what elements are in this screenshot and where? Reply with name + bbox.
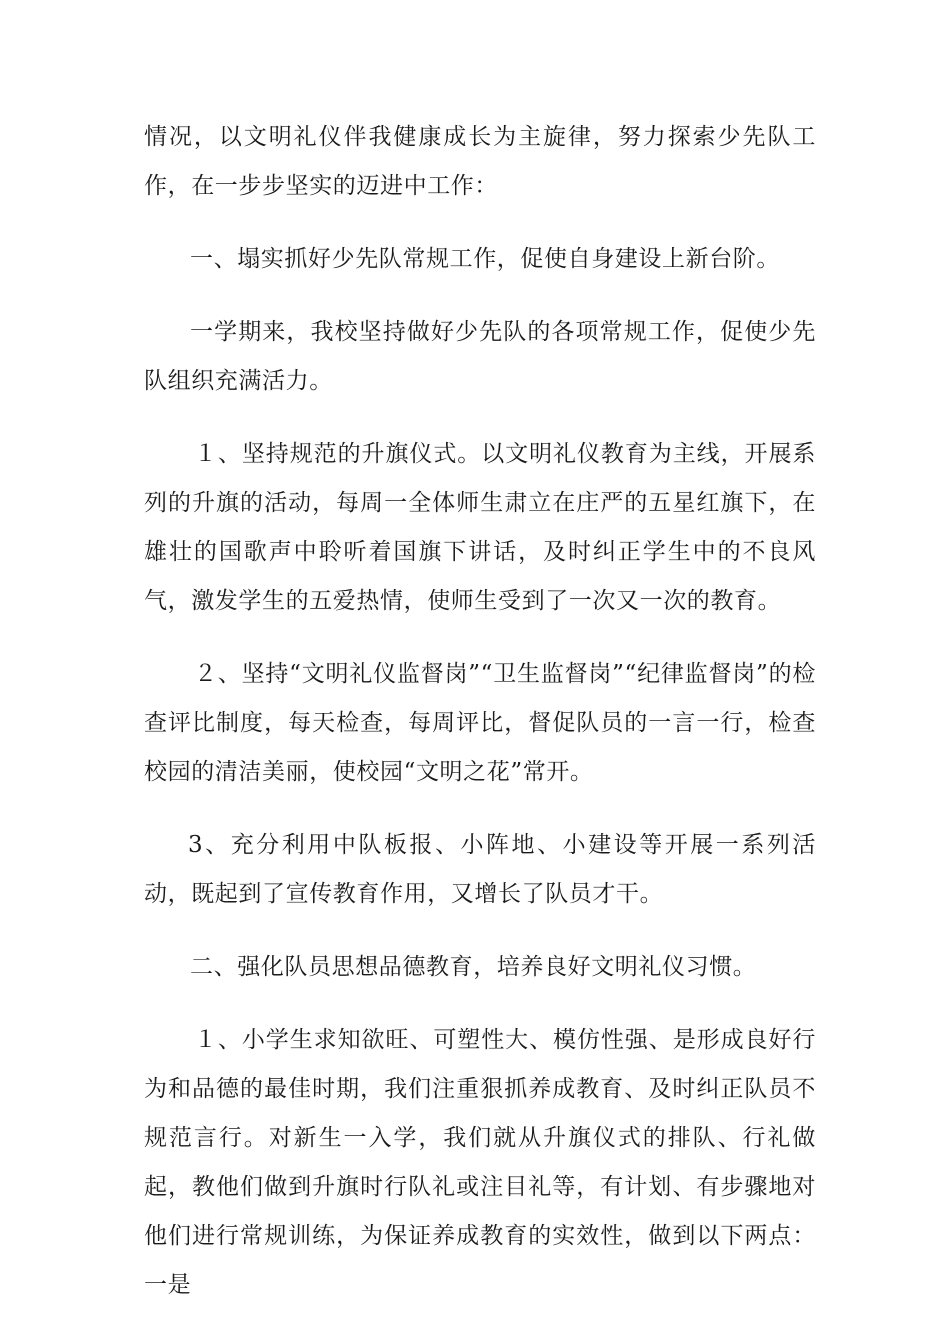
paragraph-item-2-supervision: ２、坚持“文明礼仪监督岗”“卫生监督岗”“纪律监督岗”的检查评比制度，每天检查，每周评比，督促队员的一言一行，检查校园的清洁美丽，使校园“文明之花”常开。 [144, 661, 816, 785]
paragraph-item-1-habits: １、小学生求知欲旺、可塑性大、模仿性强、是形成良好行为和品德的最佳时期，我们注重狠抓养成教育、及时纠正队员不规范言行。对新生一入学，我们就从升旗仪式的排队、行礼做起，教他们做到升旗时行队礼或注目礼等，有计划、有步骤地对他们进行常规训练，为保证养成教育的实效性，做到以下两点：一是 [144, 1027, 816, 1298]
section-heading-1: 一、塌实抓好少先队常规工作，促使自身建设上新台阶。 [190, 246, 780, 272]
paragraph-item-3-activities: 3、充分利用中队板报、小阵地、小建设等开展一系列活动，既起到了宣传教育作用，又增长了队员才干。 [144, 832, 816, 907]
paragraph-item-1-flag: １、坚持规范的升旗仪式。以文明礼仪教育为主线，开展系列的升旗的活动，每周一全体师生肃立在庄严的五星红旗下，在雄壮的国歌声中聆听着国旗下讲话，及时纠正学生中的不良风气，激发学生的五爱热情，使师生受到了一次又一次的教育。 [144, 441, 816, 614]
paragraph-intro: 情况，以文明礼仪伴我健康成长为主旋律，努力探索少先队工作，在一步步坚实的迈进中工作： [144, 124, 816, 199]
section-heading-2: 二、强化队员思想品德教育，培养良好文明礼仪习惯。 [190, 954, 757, 980]
paragraph-routine: 一学期来，我校坚持做好少先队的各项常规工作，促使少先队组织充满活力。 [144, 319, 816, 394]
document-body [144, 113, 816, 1334]
